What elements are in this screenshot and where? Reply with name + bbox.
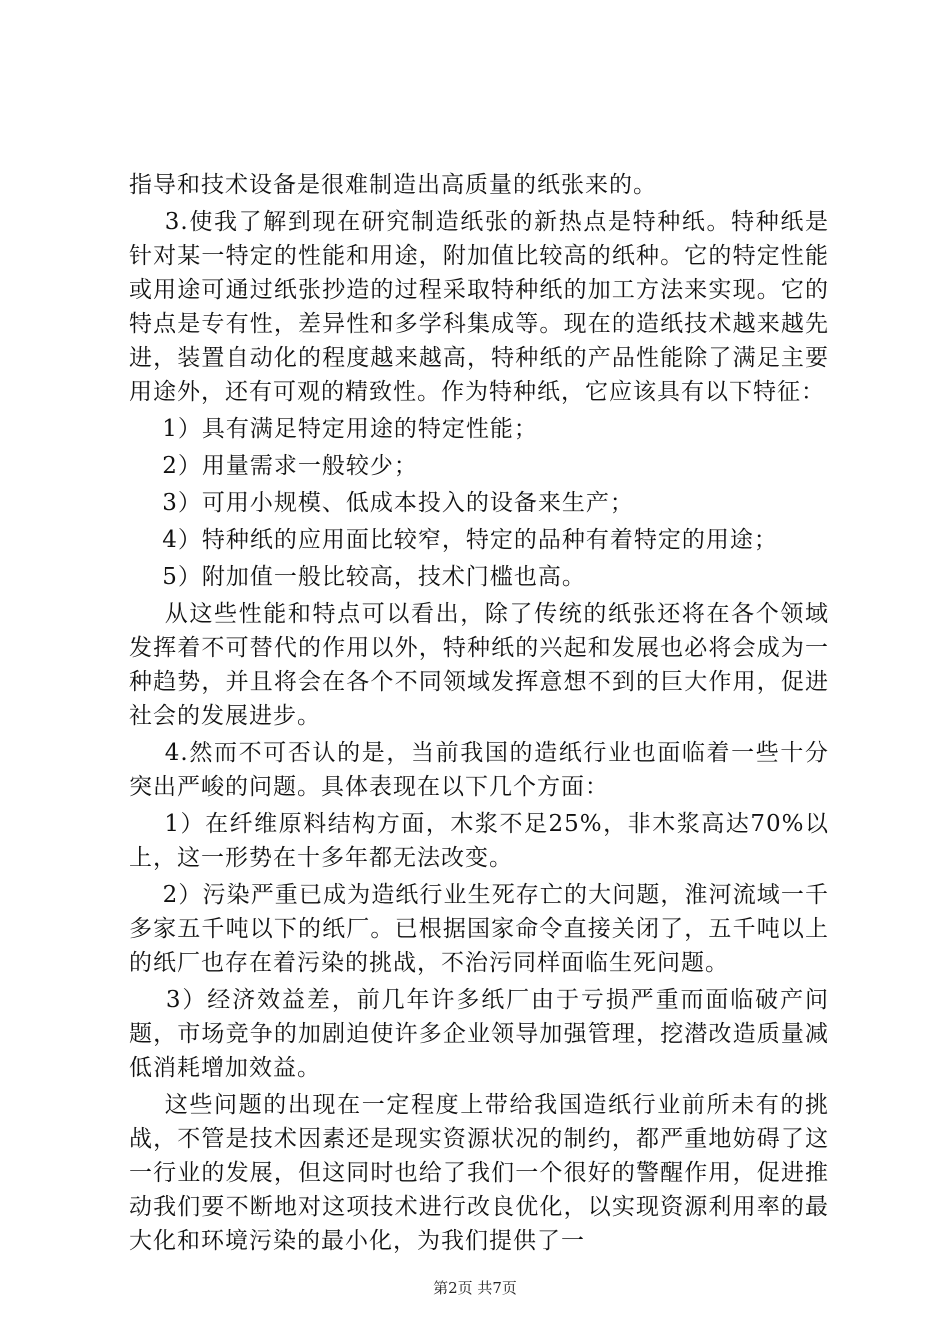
list-item-problem-2: 2）污染严重已成为造纸行业生死存亡的大问题，淮河流域一千多家五千吨以下的纸厂。已根据国家命令直接关闭了，五千吨以上的纸厂也存在着污染的挑战，不治污同样面临生死问题。 [129,882,829,976]
list-item-feature-4: 4）特种纸的应用面比较窄，特定的品种有着特定的用途； [129,527,778,553]
list-item-problem-3: 3）经济效益差，前几年许多纸厂由于亏损严重而面临破产问题，市场竞争的加剧迫使许多企业领导加强管理，挖潜改造质量减低消耗增加效益。 [129,987,829,1081]
list-item-feature-3: 3）可用小规模、低成本投入的设备来生产； [129,490,634,516]
page-footer: 第2页 共7页 [433,1279,517,1297]
paragraph-point-3: 3.使我了解到现在研究制造纸张的新热点是特种纸。特种纸是针对某一特定的性能和用途，附加值比较高的纸种。它的特定性能或用途可通过纸张抄造的过程采取特种纸的加工方法来实现。它的特点是专有性，差异性和多学科集成等。现在的造纸技术越来越先进，装置自动化的程度越来越高，特种纸的产品性能除了满足主要用途外，还有可观的精致性。作为特种纸，它应该具有以下特征： [129,209,830,405]
document-body [129,168,829,1258]
list-item-feature-1: 1）具有满足特定用途的特定性能； [129,416,538,442]
paragraph-summary: 从这些性能和特点可以看出，除了传统的纸张还将在各个领域发挥着不可替代的作用以外，特种纸的兴起和发展也必将会成为一种趋势，并且将会在各个不同领域发挥意想不到的巨大作用，促进社会的发展进步。 [129,601,829,729]
paragraph-point-4: 4.然而不可否认的是，当前我国的造纸行业也面临着一些十分突出严峻的问题。具体表现在以下几个方面： [129,740,830,800]
list-item-problem-1: 1）在纤维原料结构方面，木浆不足25%，非木浆高达70%以上，这一形势在十多年都无法改变。 [129,811,829,871]
paragraph-conclusion: 这些问题的出现在一定程度上带给我国造纸行业前所未有的挑战，不管是技术因素还是现实资源状况的制约，都严重地妨碍了这一行业的发展，但这同时也给了我们一个很好的警醒作用，促进推动我们要不断地对这项技术进行改良优化，以实现资源利用率的最大化和环境污染的最小化，为我们提供了一 [129,1092,829,1254]
list-item-feature-5: 5）附加值一般比较高，技术门槛也高。 [129,564,586,590]
list-item-feature-2: 2）用量需求一般较少； [129,453,418,479]
paragraph-continuation: 指导和技术设备是很难制造出高质量的纸张来的。 [129,172,657,198]
